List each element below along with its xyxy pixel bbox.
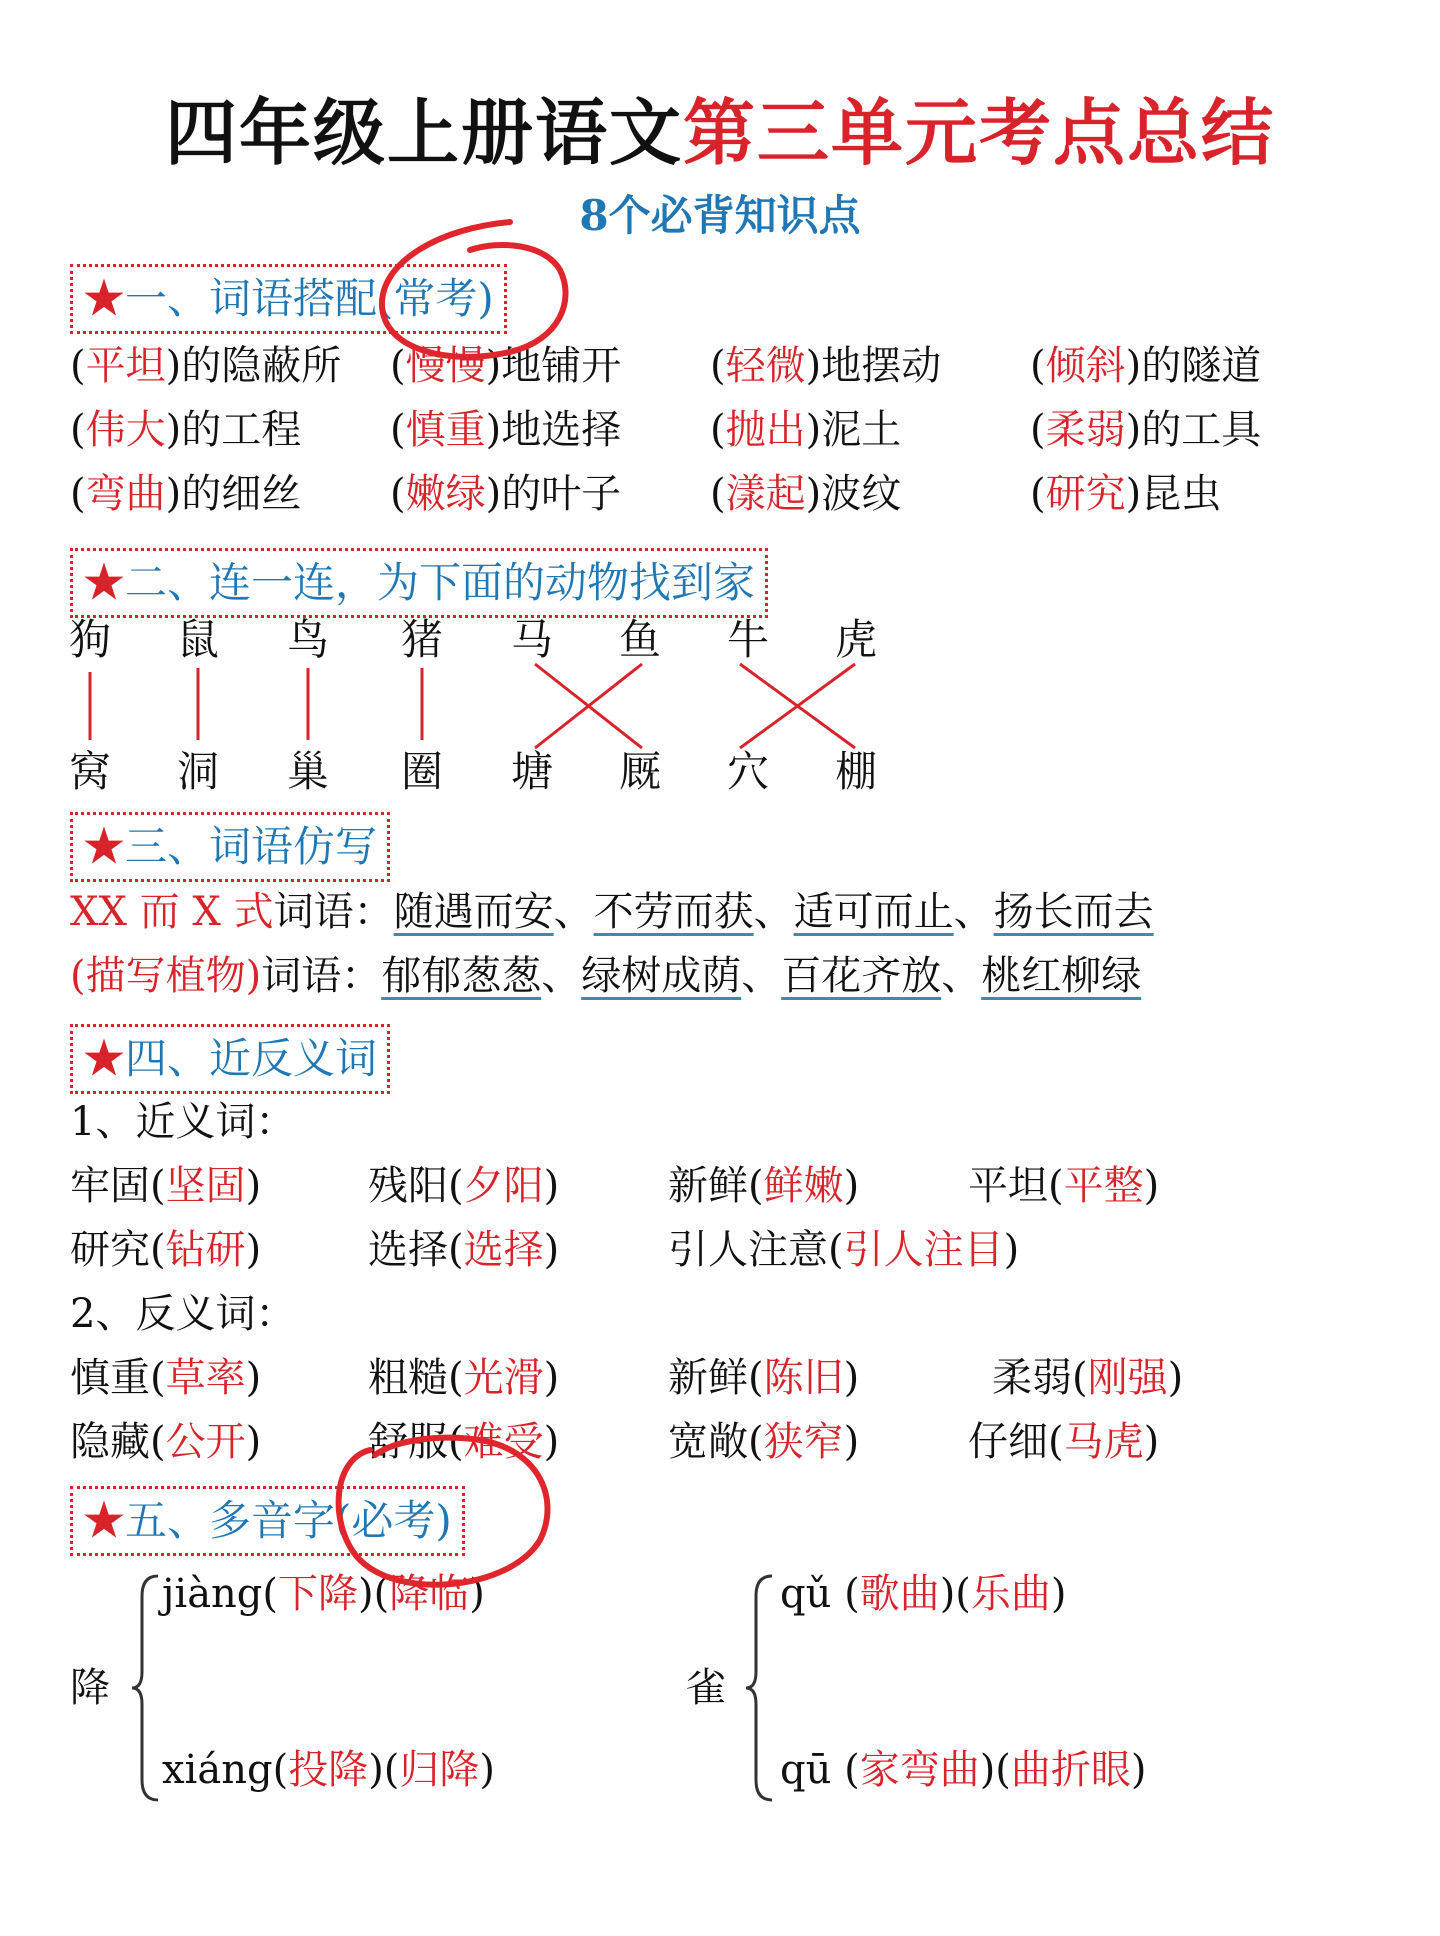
word-pair: 新鲜(鲜嫩) (668, 1163, 860, 1209)
imitation-word: 桃红柳绿 (981, 953, 1142, 999)
imitation-word: 百花齐放 (781, 953, 942, 999)
collocation-word: 慢慢 (405, 343, 486, 389)
word: 下降 (278, 1571, 359, 1617)
pinyin: qǔ (780, 1571, 832, 1617)
word-pair-answer: 选择 (463, 1227, 544, 1273)
home-label: 巢 (286, 747, 329, 796)
section-2-label: 二、连一连，为下面的动物找到家 (125, 558, 756, 607)
separator: 、 (953, 889, 994, 935)
home-label: 圈 (400, 747, 443, 796)
collocation-word: 漾起 (725, 471, 806, 517)
word-base: 选择 (368, 1227, 448, 1273)
word-base: 宽敞 (668, 1419, 748, 1465)
word-base: 隐藏 (70, 1419, 150, 1465)
word: 曲折眼 (1010, 1747, 1131, 1793)
imitation-word: 扬长而去 (993, 889, 1154, 935)
collocation-word: 平坦 (85, 343, 166, 389)
home-label: 穴 (726, 747, 769, 796)
star-icon: ★ (83, 1034, 126, 1083)
collocation-word: 轻微 (725, 343, 806, 389)
page-title (0, 88, 1440, 178)
word-base: 慎重 (70, 1355, 150, 1401)
imitation-prefix: XX 而 X 式 (70, 889, 274, 935)
word-pair: 引人注意(引人注目) (668, 1227, 1020, 1273)
word-base: 新鲜 (668, 1355, 748, 1401)
home-label: 厩 (618, 747, 661, 796)
antonym-title: 2、反义词： (70, 1291, 296, 1337)
animal-label: 猪 (400, 615, 443, 664)
word-pair-answer: 引人注目 (843, 1227, 1004, 1273)
page-subtitle: 8个必背知识点 (579, 191, 861, 240)
animal-label: 牛 (726, 615, 769, 664)
word-pair: 研究(钻研) (70, 1227, 262, 1273)
collocation-word: 慎重 (405, 407, 486, 453)
separator: 、 (541, 953, 582, 999)
polyphone-2-reading-2: qū (家弯曲)(曲折眼) (780, 1747, 1147, 1793)
section-1-tag: (常考) (377, 274, 494, 323)
collocation-item: (漾起)波纹 (710, 471, 902, 517)
separator: 、 (741, 953, 782, 999)
animal-label: 鼠 (176, 615, 219, 664)
imitation-word: 郁郁葱葱 (381, 953, 542, 999)
polyphone-char-2: 雀 (686, 1665, 726, 1711)
word-pair-answer: 光滑 (463, 1355, 544, 1401)
imitation-word: 适可而止 (793, 889, 954, 935)
pinyin: qū (780, 1747, 832, 1793)
word: 投降 (288, 1747, 369, 1793)
star-icon: ★ (83, 1496, 126, 1545)
word-base: 柔弱 (992, 1355, 1072, 1401)
separator: 、 (941, 953, 982, 999)
section-1-label: 一、词语搭配 (125, 274, 378, 323)
word-pair-answer: 马虎 (1063, 1419, 1144, 1465)
star-icon: ★ (83, 558, 126, 607)
word-pair: 仔细(马虎) (968, 1419, 1160, 1465)
collocation-word: 抛出 (725, 407, 806, 453)
section-5-tag: (必考) (335, 1496, 452, 1545)
word-pair: 舒服(难受) (368, 1419, 560, 1465)
animal-label: 鱼 (618, 615, 661, 664)
title-part1: 四年级上册语文 (164, 90, 683, 175)
collocation-item: (平坦)的隐蔽所 (70, 343, 342, 389)
imitation-line-2 (70, 948, 1141, 1004)
word-base: 仔细 (968, 1419, 1048, 1465)
word-pair: 残阳(夕阳) (368, 1163, 560, 1209)
home-label: 窝 (68, 747, 111, 796)
collocation-word: 弯曲 (85, 471, 166, 517)
word-base: 残阳 (368, 1163, 448, 1209)
word-base: 粗糙 (368, 1355, 448, 1401)
word-pair: 牢固(坚固) (70, 1163, 262, 1209)
collocation-item: (慎重)地选择 (390, 407, 622, 453)
word: 乐曲 (970, 1571, 1051, 1617)
word-base: 新鲜 (668, 1163, 748, 1209)
separator: 、 (553, 889, 594, 935)
collocation-item: (轻微)地摆动 (710, 343, 942, 389)
word-pair-answer: 狭窄 (763, 1419, 844, 1465)
animal-label: 马 (510, 615, 553, 664)
word-base: 牢固 (70, 1163, 150, 1209)
imitation-word: 绿树成荫 (581, 953, 742, 999)
title-part2: 第三单元考点总结 (683, 90, 1276, 175)
imitation-word: 不劳而获 (593, 889, 754, 935)
word-pair-answer: 坚固 (165, 1163, 246, 1209)
imitation-prefix: (描写植物) (70, 953, 262, 999)
word-pair: 新鲜(陈旧) (668, 1355, 860, 1401)
brace-icon (742, 1572, 782, 1804)
home-label: 棚 (834, 747, 877, 796)
word: 降临 (389, 1571, 470, 1617)
collocation-item: (柔弱)的工具 (1030, 407, 1262, 453)
animal-label: 狗 (68, 615, 111, 664)
polyphone-1-reading-2: xiáng(投降)(归降) (162, 1747, 496, 1793)
word-pair: 隐藏(公开) (70, 1419, 262, 1465)
imitation-line-1 (70, 884, 1154, 940)
line-fish-pond (535, 664, 642, 748)
word-pair: 宽敞(狭窄) (668, 1419, 860, 1465)
polyphone-char-1: 降 (70, 1665, 110, 1711)
section-5-header (70, 1486, 465, 1556)
word-pair-answer: 平整 (1063, 1163, 1144, 1209)
collocation-item: (弯曲)的细丝 (70, 471, 302, 517)
word-pair: 慎重(草率) (70, 1355, 262, 1401)
polyphone-2-reading-1: qǔ (歌曲)(乐曲) (780, 1571, 1067, 1617)
synonym-title: 1、近义词： (70, 1099, 296, 1145)
line-cow-shed (740, 664, 855, 748)
word-base: 引人注意 (668, 1227, 828, 1273)
collocation-word: 研究 (1045, 471, 1126, 517)
polyphone-1-reading-1: jiàng(下降)(降临) (162, 1571, 485, 1617)
line-horse-stable (535, 664, 642, 748)
word-pair: 粗糙(光滑) (368, 1355, 560, 1401)
section-3-header (70, 812, 390, 882)
section-1-header (70, 264, 507, 334)
word-base: 研究 (70, 1227, 150, 1273)
word-pair-answer: 草率 (165, 1355, 246, 1401)
word: 家弯曲 (859, 1747, 980, 1793)
word-base: 平坦 (968, 1163, 1048, 1209)
section-2-header (70, 548, 768, 618)
star-icon: ★ (83, 274, 126, 323)
section-4-header (70, 1024, 390, 1094)
section-3-label: 三、词语仿写 (125, 822, 378, 871)
collocation-word: 嫩绿 (405, 471, 486, 517)
collocation-item: (慢慢)地铺开 (390, 343, 622, 389)
section-5-label: 五、多音字 (125, 1496, 336, 1545)
word-pair-answer: 夕阳 (463, 1163, 544, 1209)
word-pair-answer: 陈旧 (763, 1355, 844, 1401)
animal-label: 虎 (834, 615, 877, 664)
pinyin: xiáng (162, 1747, 273, 1793)
word: 歌曲 (859, 1571, 940, 1617)
section-4-label: 四、近反义词 (125, 1034, 378, 1083)
word-pair-answer: 钻研 (165, 1227, 246, 1273)
line-tiger-cave (740, 664, 855, 748)
word-pair: 选择(选择) (368, 1227, 560, 1273)
imitation-mid: 词语： (261, 953, 382, 999)
imitation-word: 随遇而安 (393, 889, 554, 935)
star-icon: ★ (83, 822, 126, 871)
separator: 、 (753, 889, 794, 935)
word-base: 舒服 (368, 1419, 448, 1465)
collocation-item: (抛出)泥土 (710, 407, 902, 453)
word: 归降 (399, 1747, 480, 1793)
home-label: 洞 (176, 747, 219, 796)
home-label: 塘 (510, 747, 553, 796)
word-pair: 平坦(平整) (968, 1163, 1160, 1209)
word-pair-answer: 难受 (463, 1419, 544, 1465)
collocation-word: 伟大 (85, 407, 166, 453)
collocation-item: (嫩绿)的叶子 (390, 471, 622, 517)
collocation-item: (倾斜)的隧道 (1030, 343, 1262, 389)
imitation-mid: 词语： (273, 889, 394, 935)
collocation-item: (伟大)的工程 (70, 407, 302, 453)
collocation-word: 倾斜 (1045, 343, 1126, 389)
animal-label: 鸟 (286, 615, 329, 664)
collocation-item: (研究)昆虫 (1030, 471, 1222, 517)
collocation-word: 柔弱 (1045, 407, 1126, 453)
word-pair-answer: 公开 (165, 1419, 246, 1465)
word-pair: 柔弱(刚强) (992, 1355, 1184, 1401)
word-pair-answer: 刚强 (1087, 1355, 1168, 1401)
pinyin: jiàng (162, 1571, 263, 1617)
word-pair-answer: 鲜嫩 (763, 1163, 844, 1209)
